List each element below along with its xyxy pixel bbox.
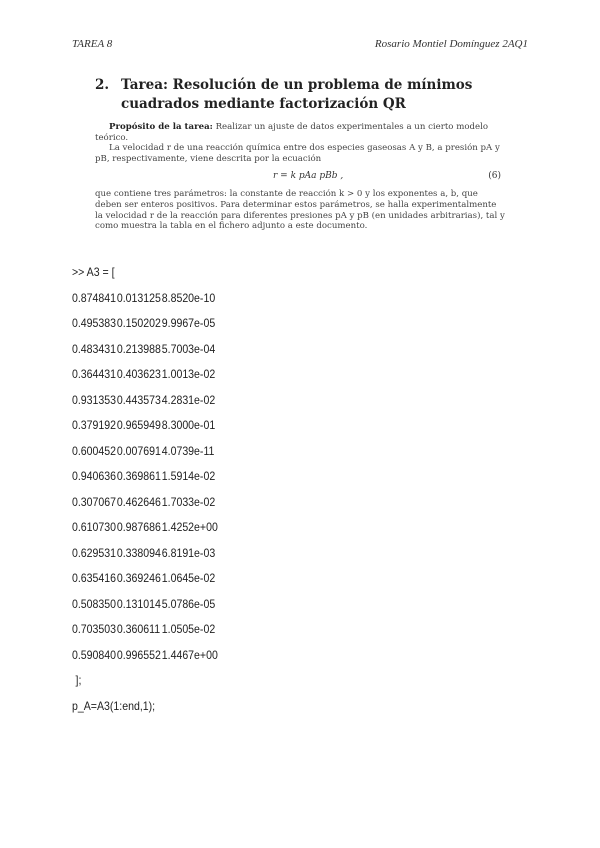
- matrix-cell: 8.3000e-01: [161, 418, 216, 432]
- matrix-cell: 0.600452: [72, 443, 117, 458]
- matrix-cell: 9.9967e-05: [161, 316, 216, 330]
- matrix-row: [72, 393, 218, 419]
- matrix-row: [72, 342, 218, 368]
- matrix-cell: 0.940636: [72, 469, 117, 483]
- matrix-cell: 1.7033e-02: [161, 494, 216, 509]
- matrix-cell: 0.483431: [72, 341, 117, 356]
- matrix-cell: 6.8191e-03: [161, 545, 216, 560]
- assignment-excerpt-image: [95, 76, 505, 248]
- matrix-cell: 0.150202: [116, 316, 161, 330]
- matrix-cell: 0.590840: [72, 647, 117, 662]
- matrix-cell: 0.403623: [116, 367, 161, 381]
- section-heading: [95, 76, 505, 114]
- assignment-line: p_A=A3(1:end,1);: [72, 698, 156, 713]
- matrix-cell: 0.629531: [72, 545, 117, 560]
- equation-number: (6): [488, 171, 501, 182]
- matrix-cell: 1.4252e+00: [161, 520, 218, 534]
- matrix-row: [72, 291, 218, 317]
- matrix-row: [72, 469, 218, 495]
- matrix-cell: 1.4467e+00: [161, 647, 218, 662]
- matrix-cell: 0.360611: [116, 622, 161, 636]
- matrix-row: [72, 546, 218, 572]
- purpose-text: Realizar un ajuste de datos experimentales a un cierto modelo teórico.: [95, 122, 489, 143]
- matrix-row: [72, 418, 218, 444]
- matrix-cell: 0.703503: [72, 622, 117, 636]
- matrix-row: [72, 444, 218, 470]
- matrix-cell: 0.369246: [116, 571, 161, 585]
- matrix-closing-line: ];: [75, 673, 82, 687]
- matrix-row: [72, 367, 218, 393]
- matrix-cell: 4.2831e-02: [161, 392, 216, 407]
- header-author: Rosario Montiel Domínguez 2AQ1: [374, 38, 528, 50]
- matrix-row: [72, 597, 218, 623]
- matrix-cell: 1.0013e-02: [161, 367, 216, 381]
- matrix-cell: 8.8520e-10: [161, 290, 216, 305]
- parameters-paragraph: que contiene tres parámetros: la constante de reacción k > 0 y los exponentes a, b, que deben ser enteros positivos. Para determinar estos parámetros, se halla experimentalmente la velocidad r de la reacción para diferentes presiones pA y pB (en unidades arbitrarias), tal y como muestra la tabla en el fichero adjunto a este documento.: [95, 189, 505, 232]
- matrix-cell: 1.0505e-02: [161, 622, 216, 636]
- matrix-cell: 0.364431: [72, 367, 117, 381]
- matrix-cell: 0.996552: [116, 647, 161, 662]
- matrix-opening-line: >> A3 = [: [72, 265, 115, 279]
- matrix-cell: 0.007691: [116, 443, 161, 458]
- matrix-cell: 0.379192: [72, 418, 117, 432]
- matrix-cell: 0.369861: [116, 469, 161, 483]
- matrix-cell: 0.635416: [72, 571, 117, 585]
- matrix-cell: 1.5914e-02: [161, 469, 216, 483]
- matrix-cell: 4.0739e-11: [161, 443, 215, 458]
- section-title: Tarea: Resolución de un problema de mínimos cuadrados mediante factorización QR: [121, 77, 473, 112]
- matrix-cell: 0.213988: [116, 341, 161, 356]
- description-paragraph: La velocidad r de una reacción química entre dos especies gaseosas A y B, a presión pA y pB, respectivamente, viene descrita por la ecuación: [95, 143, 500, 164]
- matrix-cell: 0.610730: [72, 520, 117, 534]
- matrix-cell: 0.987686: [116, 520, 161, 534]
- matrix-cell: 0.013125: [116, 290, 161, 305]
- matrix-row: [72, 520, 218, 546]
- matrix-rows: [72, 291, 218, 674]
- matrix-row: [72, 648, 218, 674]
- matrix-cell: 1.0645e-02: [161, 571, 216, 585]
- matrix-row: [72, 316, 218, 342]
- matrix-row: [72, 495, 218, 521]
- matrix-cell: 0.443573: [116, 392, 161, 407]
- matrix-cell: 0.462646: [116, 494, 161, 509]
- matrix-row: [72, 622, 218, 648]
- section-number: 2.: [95, 77, 110, 93]
- equation-row: [95, 169, 505, 185]
- matrix-row: [72, 571, 218, 597]
- matlab-code-block: [72, 265, 218, 724]
- matrix-cell: 0.931353: [72, 392, 117, 407]
- matrix-cell: 0.874841: [72, 290, 117, 305]
- matrix-cell: 0.508350: [72, 596, 117, 611]
- matrix-cell: 0.338094: [116, 545, 161, 560]
- purpose-label: Propósito de la tarea:: [109, 122, 213, 132]
- rate-equation: r = k pAa pBb ,: [273, 171, 344, 182]
- matrix-cell: 0.965949: [116, 418, 161, 432]
- matrix-cell: 0.495383: [72, 316, 117, 330]
- purpose-paragraph: [95, 122, 505, 143]
- header-title: TAREA 8: [72, 38, 113, 50]
- matrix-cell: 5.0786e-05: [161, 596, 216, 611]
- matrix-cell: 5.7003e-04: [161, 341, 216, 356]
- matrix-cell: 0.307067: [72, 494, 117, 509]
- matrix-cell: 0.131014: [116, 596, 161, 611]
